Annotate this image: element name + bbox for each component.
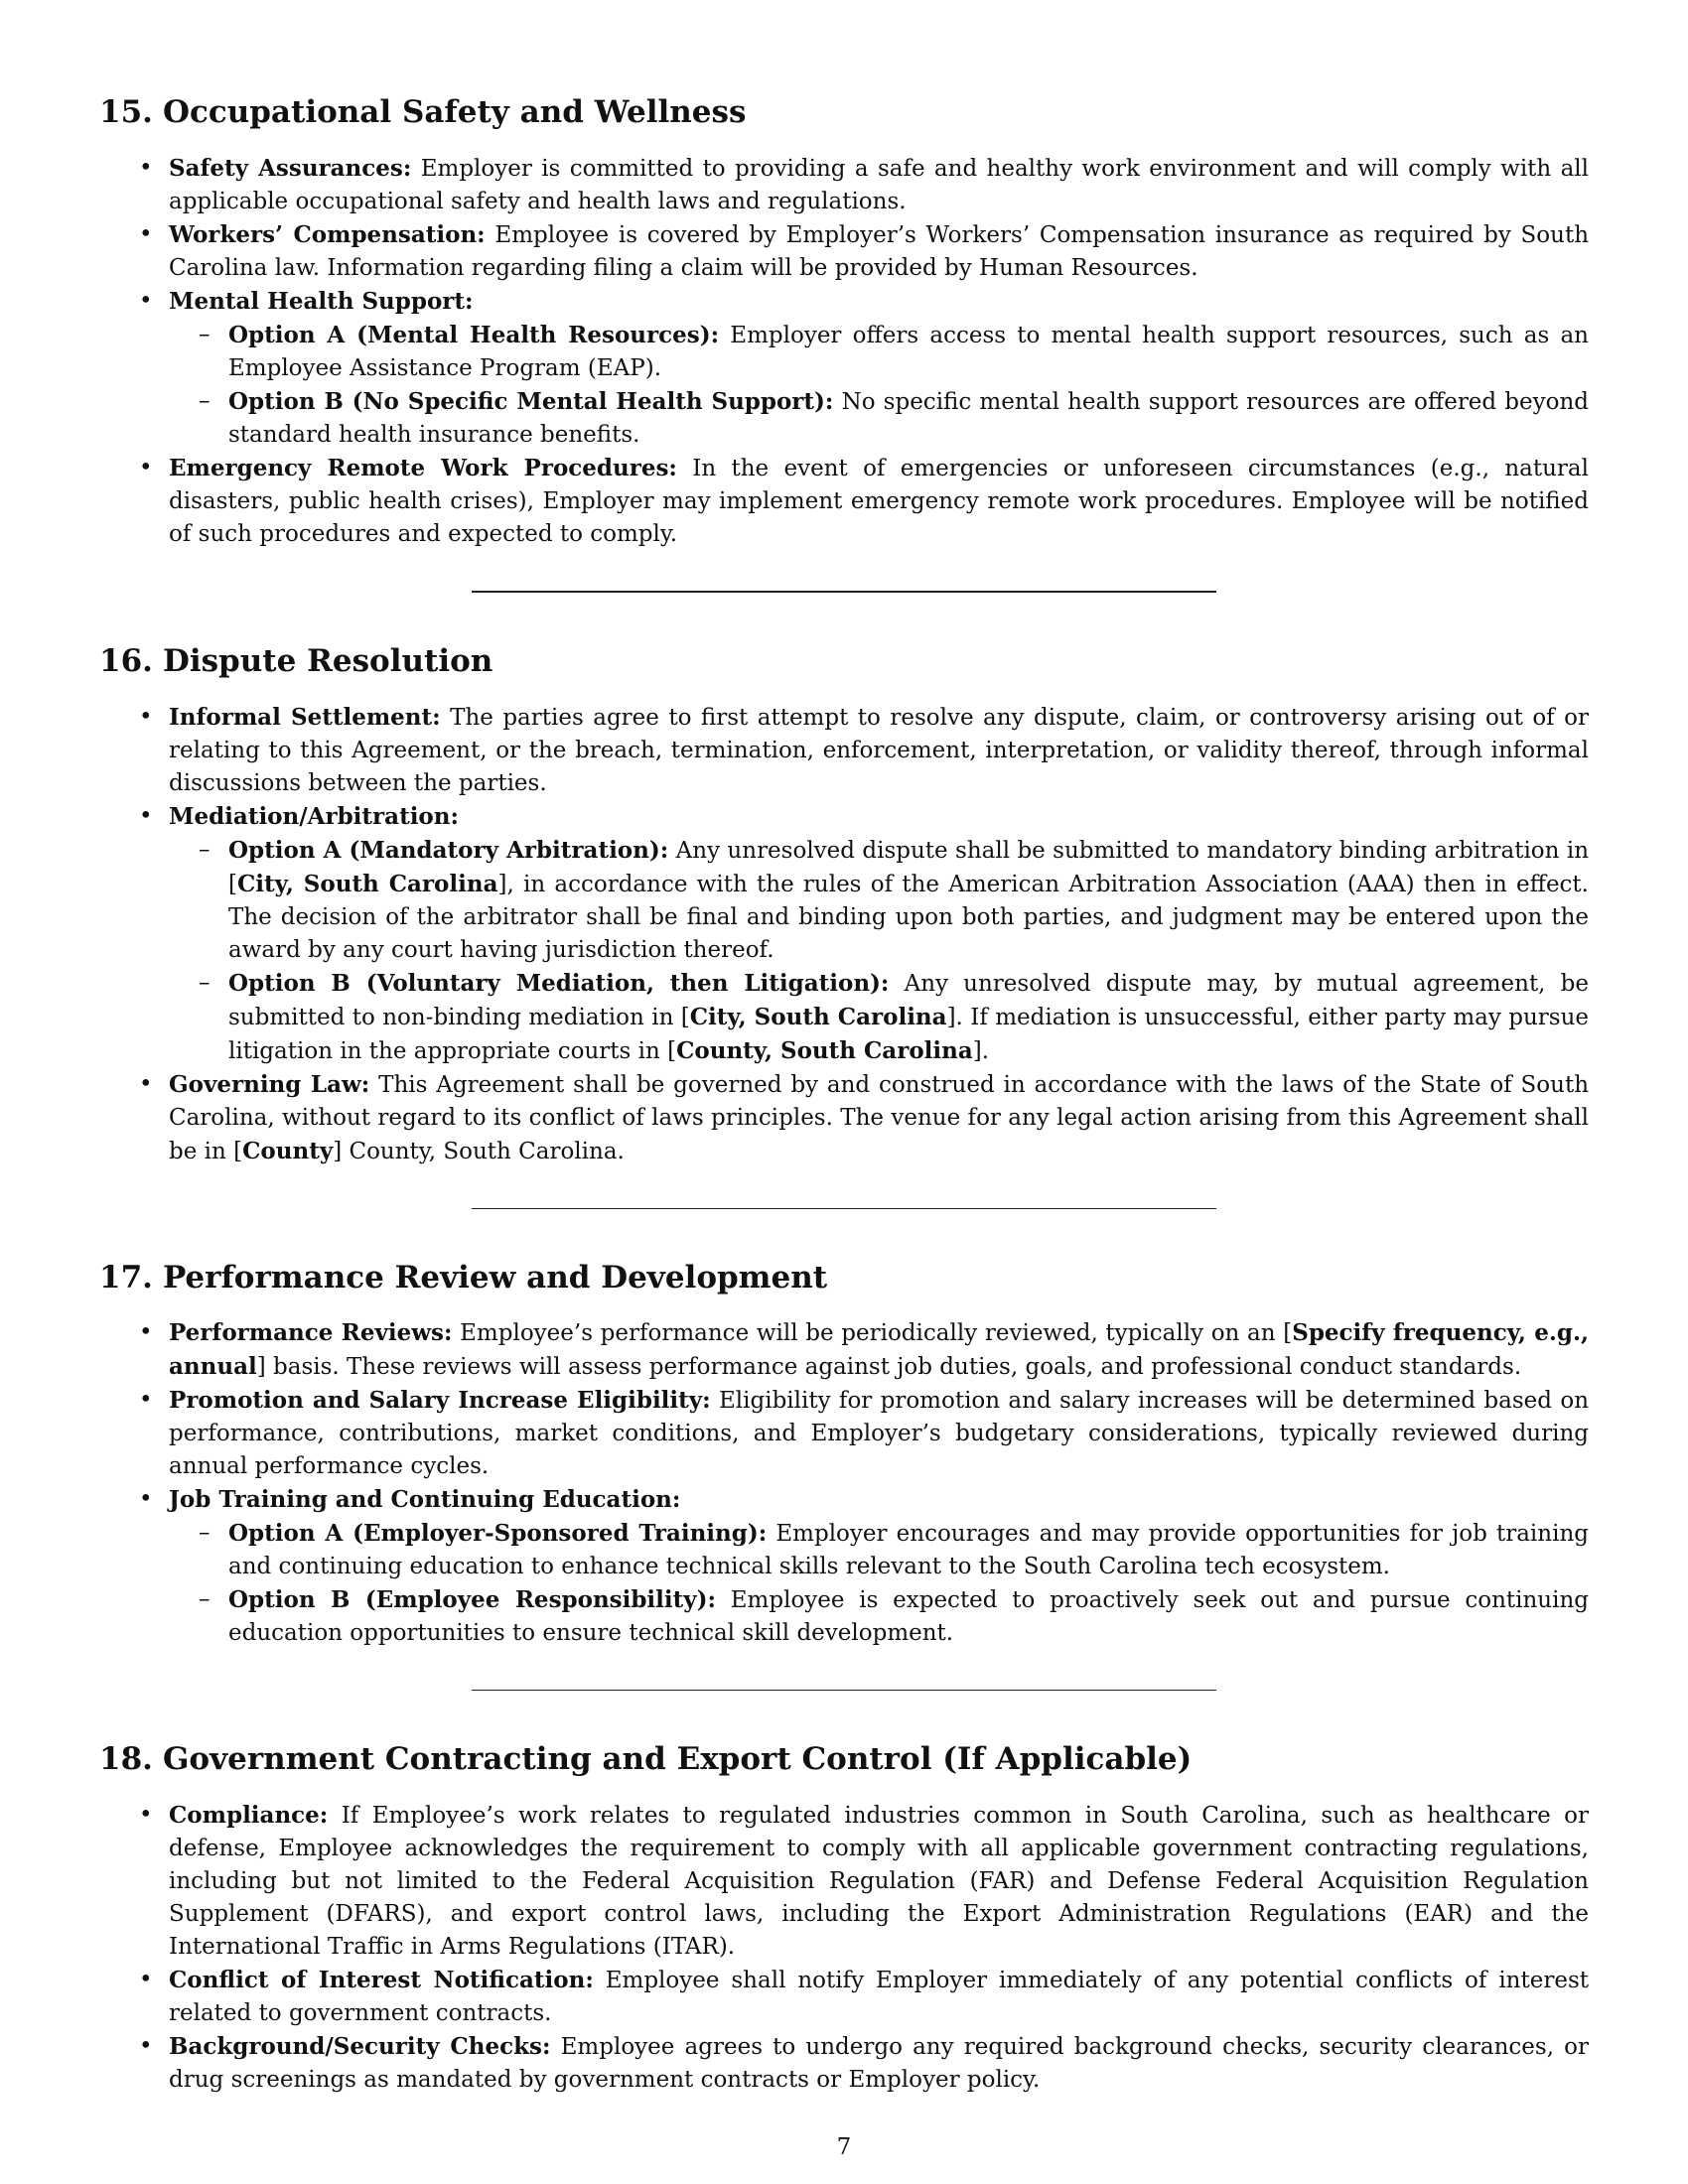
placeholder-field: City, South Carolina <box>689 1003 947 1030</box>
item-label: Promotion and Salary Increase Eligibility: <box>169 1387 711 1415</box>
item-text: No specific mental health support resources are offered beyond standard health insurance benefits. <box>228 388 1589 448</box>
list-item <box>99 1068 1589 1168</box>
item-label: Job Training and Continuing Education: <box>169 1486 681 1514</box>
item-text: Any unresolved dispute shall be submitted to mandatory binding arbitration in [ <box>228 837 1590 897</box>
section-number: 18. <box>99 1741 153 1778</box>
item-label: Mediation/Arbitration: <box>169 802 459 830</box>
option-list <box>169 1517 1589 1650</box>
item-label: Informal Settlement: <box>169 703 441 731</box>
section-title: Dispute Resolution <box>162 642 493 679</box>
section-heading <box>99 642 1589 681</box>
item-label: Option A (Mandatory Arbitration): <box>228 836 669 864</box>
item-label: Governing Law: <box>169 1070 370 1098</box>
bullet-list <box>99 152 1589 551</box>
item-label: Conflict of Interest Notification: <box>169 1967 594 1993</box>
placeholder-field: Specify frequency, e.g., annual <box>169 1319 1589 1381</box>
option-item <box>169 1517 1589 1583</box>
item-text: Employer encourages and may provide opportunities for job training and continuing education to enhance technical skills relevant to the South Carolina tech ecosystem. <box>228 1521 1589 1580</box>
list-item <box>99 285 1589 452</box>
list-item <box>99 1799 1589 1964</box>
list-item <box>99 800 1589 1068</box>
section-divider <box>472 591 1216 593</box>
bullet-list <box>99 1316 1589 1650</box>
item-label: Workers’ Compensation: <box>169 220 486 248</box>
item-label: Option B (Voluntary Mediation, then Litigation): <box>228 969 890 997</box>
list-item <box>99 1316 1589 1384</box>
item-text: This Agreement shall be governed by and construed in accordance with the laws of the State of South Carolina, without regard to its conflict of laws principles. The venue for any legal action arising from this Agreement shall be in [ <box>169 1071 1590 1164</box>
section-17 <box>99 1259 1589 1651</box>
bullet-list <box>99 701 1589 1168</box>
item-label: Option A (Employer-Sponsored Training): <box>228 1520 768 1548</box>
item-text: Employer is committed to providing a safe and healthy work environment and will comply with all applicable occupational safety and health laws and regulations. <box>169 155 1590 214</box>
list-item <box>99 152 1589 218</box>
list-item <box>99 218 1589 285</box>
section-title: Performance Review and Development <box>162 1259 828 1296</box>
option-item <box>169 1583 1589 1650</box>
list-item <box>99 1483 1589 1650</box>
item-label: Emergency Remote Work Procedures: <box>169 454 677 481</box>
item-text: ], in accordance with the rules of the American Arbitration Association (AAA) then in effect. The decision of the arbitrator shall be final and binding upon both parties, and judgment may be entered upon the award by any court having jurisdiction thereof. <box>228 871 1589 963</box>
item-label: Option B (No Specific Mental Health Support): <box>228 387 834 415</box>
item-label: Background/Security Checks: <box>169 2033 551 2060</box>
item-text: Employee shall notify Employer immediately of any potential conflicts of interest related to government contracts. <box>169 1968 1589 2026</box>
section-heading <box>99 1740 1589 1779</box>
item-label: Safety Assurances: <box>169 154 412 182</box>
section-divider <box>472 1208 1216 1209</box>
section-number: 16. <box>99 642 153 679</box>
document-body <box>99 93 1589 2097</box>
page-number: 7 <box>836 2134 852 2160</box>
item-text: ]. <box>972 1037 990 1064</box>
item-text: ]. If mediation is unsuccessful, either party may pursue litigation in the appropriate courts in [ <box>228 1004 1589 1064</box>
option-item <box>169 834 1589 967</box>
item-text: Employee is covered by Employer’s Workers’ Compensation insurance as required by South Carolina law. Information regarding filing a claim will be provided by Human Resources. <box>169 221 1590 281</box>
item-label: Mental Health Support: <box>169 287 474 315</box>
placeholder-field: City, South Carolina <box>236 870 498 897</box>
list-item <box>99 701 1589 800</box>
option-item <box>169 385 1589 452</box>
item-text: Employee is expected to proactively seek out and pursue continuing education opportunities to ensure technical skill development. <box>228 1587 1590 1647</box>
item-text: Any unresolved dispute may, by mutual agreement, be submitted to non-binding mediation in [ <box>228 970 1589 1030</box>
list-item <box>99 452 1589 551</box>
item-text: Employee’s performance will be periodically reviewed, typically on an [ <box>460 1320 1293 1347</box>
section-title: Government Contracting and Export Control (If Applicable) <box>162 1741 1193 1778</box>
item-label: Option B (Employee Responsibility): <box>228 1586 717 1614</box>
item-label: Performance Reviews: <box>169 1319 453 1347</box>
section-15 <box>99 93 1589 551</box>
item-text: The parties agree to first attempt to resolve any dispute, claim, or controversy arising out of or relating to this Agreement, or the breach, termination, enforcement, interpretation, or validity thereof, through informal discussions between the parties. <box>169 704 1589 796</box>
option-item <box>169 319 1589 385</box>
section-divider <box>472 1690 1216 1691</box>
item-text: ] basis. These reviews will assess performance against job duties, goals, and professional conduct standards. <box>256 1354 1522 1381</box>
item-text: If Employee’s work relates to regulated industries common in South Carolina, such as healthcare or defense, Employee acknowledges the requirement to comply with all applicable government contracting regulations, including but not limited to the Federal Acquisition Regulation (FAR) and Defense Federal Acquisition Regulation Supplement (DFARS), and export control laws, including the Export Administration Regulations (EAR) and the International Traffic in Arms Regulations (ITAR). <box>169 1803 1590 1960</box>
item-text: Employer offers access to mental health support resources, such as an Employee Assistance Program (EAP). <box>228 322 1589 381</box>
item-text: In the event of emergencies or unforeseen circumstances (e.g., natural disasters, public health crises), Employer may implement emergency remote work procedures. Employee will be notified of such procedures and expected to comply. <box>169 455 1589 547</box>
placeholder-field: County, South Carolina <box>676 1036 973 1064</box>
item-label: Compliance: <box>169 1802 329 1829</box>
section-title: Occupational Safety and Wellness <box>162 94 747 130</box>
section-number: 15. <box>99 94 153 130</box>
item-label: Option A (Mental Health Resources): <box>228 321 720 348</box>
item-text: Eligibility for promotion and salary increases will be determined based on performance, contributions, market conditions, and Employer’s budgetary considerations, typically reviewed during annual performance cycles. <box>169 1388 1590 1480</box>
section-18 <box>99 1740 1589 2097</box>
option-item <box>169 967 1589 1068</box>
item-text: Employee agrees to undergo any required background checks, security clearances, or drug screenings as mandated by government contracts or Employer policy. <box>169 2034 1590 2093</box>
list-item <box>99 1384 1589 1483</box>
option-list <box>169 319 1589 452</box>
section-16 <box>99 642 1589 1168</box>
item-text: ] County, South Carolina. <box>333 1138 625 1164</box>
section-heading <box>99 93 1589 132</box>
list-item <box>99 1964 1589 2030</box>
section-heading <box>99 1259 1589 1297</box>
option-list <box>169 834 1589 1068</box>
placeholder-field: County <box>242 1137 334 1164</box>
section-number: 17. <box>99 1259 153 1296</box>
list-item <box>99 2030 1589 2097</box>
bullet-list <box>99 1799 1589 2097</box>
